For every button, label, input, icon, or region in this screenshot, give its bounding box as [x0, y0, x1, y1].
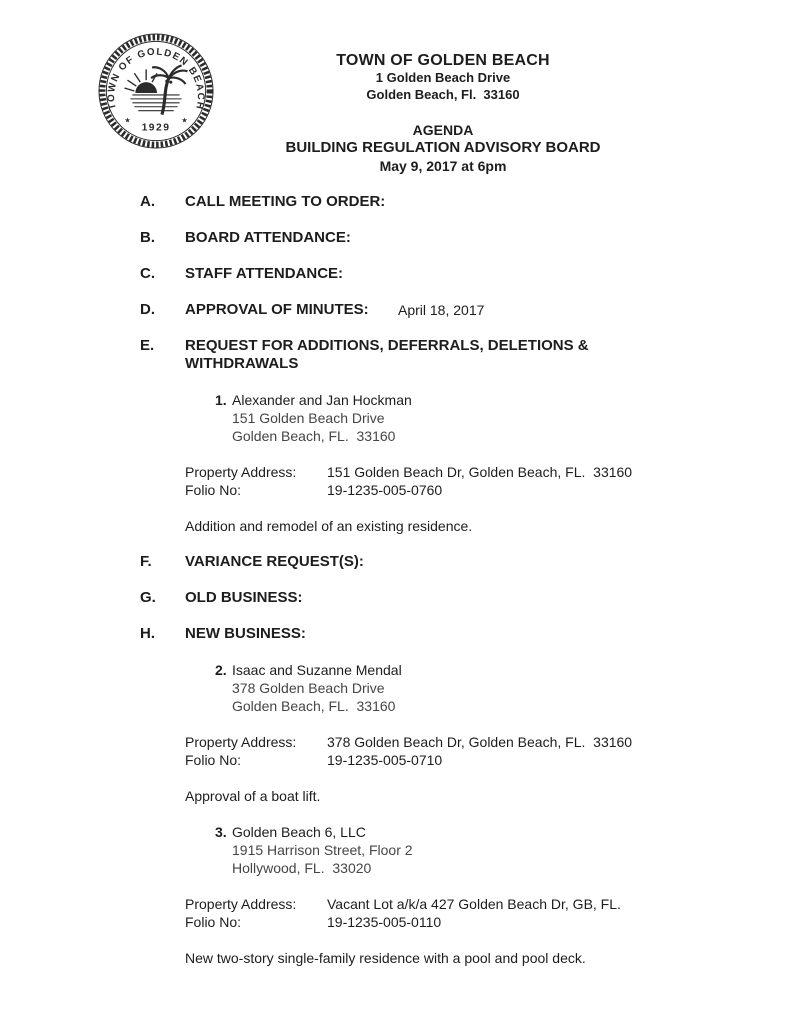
folio-row [185, 751, 791, 769]
section-letter: H. [140, 625, 155, 642]
section-title: CALL MEETING TO ORDER: [185, 193, 386, 210]
agenda-title-block [95, 121, 791, 175]
section-title: VARIANCE REQUEST(S): [185, 553, 364, 570]
agenda-item-3-applicant [215, 823, 791, 877]
folio-row [185, 481, 791, 499]
section-requests [140, 337, 791, 373]
agenda-item-2-description: Approval of a boat lift. [185, 788, 321, 804]
folio-value: 19-1235-005-0710 [327, 752, 443, 768]
document-header [95, 52, 791, 175]
minutes-date: April 18, 2017 [398, 302, 485, 318]
section-title: REQUEST FOR ADDITIONS, DEFERRALS, DELETIONS & WITHDRAWALS [185, 337, 589, 372]
org-address-line1: 1 Golden Beach Drive [375, 70, 511, 85]
section-letter: D. [140, 301, 155, 318]
agenda-item-2-applicant [215, 661, 791, 715]
applicant-address-line1: 1915 Harrison Street, Floor 2 [232, 842, 413, 858]
agenda-item-3-description: New two-story single-family residence with a pool and pool deck. [185, 950, 586, 966]
folio-label: Folio No: [185, 752, 242, 768]
item-number: 2. [215, 662, 227, 678]
property-address-value: 151 Golden Beach Dr, Golden Beach, FL. 33160 [327, 464, 633, 480]
property-address-label: Property Address: [185, 896, 297, 912]
section-title: NEW BUSINESS: [185, 625, 306, 642]
org-address-line2: Golden Beach, Fl. 33160 [366, 87, 520, 102]
section-old-business [140, 589, 791, 607]
property-address-row [185, 733, 791, 751]
agenda-item-3-property [185, 895, 791, 931]
section-new-business [140, 625, 791, 643]
property-address-row [185, 895, 791, 913]
board-name: BUILDING REGULATION ADVISORY BOARD [285, 139, 601, 156]
applicant-address-line1: 378 Golden Beach Drive [232, 680, 385, 696]
property-address-label: Property Address: [185, 464, 297, 480]
meeting-datetime: May 9, 2017 at 6pm [379, 158, 507, 174]
agenda-item-1-applicant [215, 391, 791, 445]
section-title: BOARD ATTENDANCE: [185, 229, 351, 246]
item-number: 1. [215, 392, 227, 408]
section-letter: E. [140, 337, 155, 354]
agenda-item-1-description: Addition and remodel of an existing residence. [185, 518, 473, 534]
folio-label: Folio No: [185, 482, 242, 498]
section-title: APPROVAL OF MINUTES: [185, 301, 369, 318]
document-type: AGENDA [412, 122, 474, 138]
section-title: STAFF ATTENDANCE: [185, 265, 344, 282]
applicant-address-line2: Golden Beach, FL. 33160 [232, 698, 396, 714]
agenda-body [0, 193, 791, 985]
applicant-address-line1: 151 Golden Beach Drive [232, 410, 385, 426]
section-letter: C. [140, 265, 155, 282]
seal-star-right-icon: ★ [181, 117, 188, 125]
property-address-value: Vacant Lot a/k/a 427 Golden Beach Dr, GB, FL. [327, 896, 621, 912]
section-title: OLD BUSINESS: [185, 589, 303, 606]
org-name: TOWN OF GOLDEN BEACH [336, 52, 550, 69]
section-approval-of-minutes [140, 301, 791, 319]
applicant-address-line2: Hollywood, FL. 33020 [232, 860, 372, 876]
section-staff-attendance [140, 265, 791, 283]
folio-value: 19-1235-005-0110 [327, 914, 442, 930]
applicant-address-line2: Golden Beach, FL. 33160 [232, 428, 396, 444]
section-letter: F. [140, 553, 152, 570]
item-number: 3. [215, 824, 227, 840]
folio-row [185, 913, 791, 931]
seal-ring-text: TOWN OF GOLDEN BEACH [106, 46, 206, 112]
folio-label: Folio No: [185, 914, 242, 930]
folio-value: 19-1235-005-0760 [327, 482, 443, 498]
property-address-label: Property Address: [185, 734, 297, 750]
applicant-name-line [215, 391, 791, 409]
applicant-name: Alexander and Jan Hockman [232, 392, 412, 408]
section-letter: G. [140, 589, 156, 606]
property-address-row [185, 463, 791, 481]
section-letter: B. [140, 229, 155, 246]
applicant-name-line [215, 823, 791, 841]
section-call-to-order [140, 193, 791, 211]
property-address-value: 378 Golden Beach Dr, Golden Beach, FL. 33160 [327, 734, 633, 750]
applicant-name-line [215, 661, 791, 679]
agenda-item-2-property [185, 733, 791, 769]
applicant-name: Golden Beach 6, LLC [232, 824, 366, 840]
seal-year: 1929 [141, 122, 171, 134]
applicant-name: Isaac and Suzanne Mendal [232, 662, 402, 678]
seal-star-left-icon: ★ [124, 117, 131, 125]
section-board-attendance [140, 229, 791, 247]
section-variance-requests [140, 553, 791, 571]
section-letter: A. [140, 193, 155, 210]
agenda-item-1-property [185, 463, 791, 499]
